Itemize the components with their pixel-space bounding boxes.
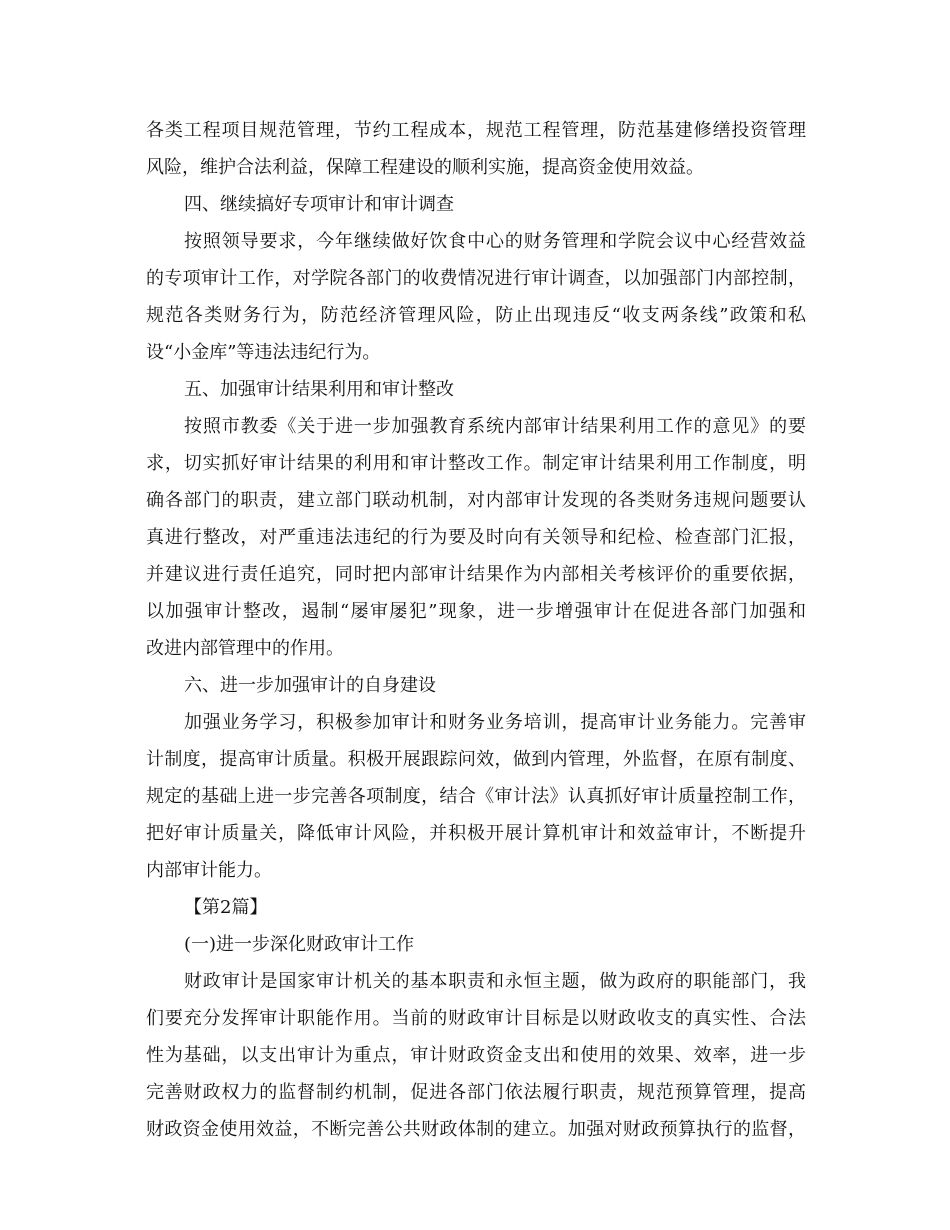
paragraph-line: 的专项审计工作，对学院各部门的收费情况进行审计调查，以加强部门内部控制，: [146, 268, 806, 289]
section-heading: (一)进一步深化财政审计工作: [184, 934, 415, 955]
paragraph-line: 各类工程项目规范管理，节约工程成本，规范工程管理，防范基建修缮投资管理: [146, 120, 806, 141]
section-heading: 四、继续搞好专项审计和审计调查: [184, 194, 454, 215]
paragraph-line: 财政资金使用效益，不断完善公共财政体制的建立。加强对财政预算执行的监督，: [146, 1119, 806, 1140]
paragraph-line: 风险，维护合法利益，保障工程建设的顺利实施，提高资金使用效益。: [146, 157, 704, 178]
paragraph-line: 内部审计能力。: [146, 860, 272, 881]
section-heading: 六、进一步加强审计的自身建设: [184, 675, 436, 696]
paragraph-line: 规范各类财务行为，防范经济管理风险，防止出现违反“收支两条线”政策和私: [146, 305, 806, 326]
paragraph-line: 并建议进行责任追究，同时把内部审计结果作为内部相关考核评价的重要依据，: [146, 564, 806, 585]
paragraph-line: 把好审计质量关，降低审计风险，并积极开展计算机审计和效益审计，不断提升: [146, 823, 806, 844]
article-marker: 【第2篇】: [184, 897, 268, 918]
paragraph-line: 完善财政权力的监督制约机制，促进各部门依法履行职责，规范预算管理，提高: [146, 1082, 806, 1103]
paragraph-line: 加强业务学习，积极参加审计和财务业务培训，提高审计业务能力。完善审: [184, 712, 806, 733]
document-body: [146, 112, 806, 1148]
paragraph-line: 性为基础，以支出审计为重点，审计财政资金支出和使用的效果、效率，进一步: [146, 1045, 806, 1066]
paragraph-line: 财政审计是国家审计机关的基本职责和永恒主题，做为政府的职能部门，我: [184, 971, 806, 992]
paragraph-line: 计制度，提高审计质量。积极开展跟踪问效，做到内管理，外监督，在原有制度、: [146, 749, 806, 770]
paragraph-line: 求，切实抓好审计结果的利用和审计整改工作。制定审计结果利用工作制度，明: [146, 453, 806, 474]
paragraph-line: 规定的基础上进一步完善各项制度，结合《审计法》认真抓好审计质量控制工作，: [146, 786, 806, 807]
paragraph-line: 确各部门的职责，建立部门联动机制，对内部审计发现的各类财务违规问题要认: [146, 490, 806, 511]
paragraph-line: 真进行整改，对严重违法违纪的行为要及时向有关领导和纪检、检查部门汇报，: [146, 527, 806, 548]
paragraph-line: 按照领导要求，今年继续做好饮食中心的财务管理和学院会议中心经营效益: [184, 231, 806, 252]
paragraph-line: 以加强审计整改，遏制“屡审屡犯”现象，进一步增强审计在促进各部门加强和: [146, 601, 806, 622]
paragraph-line: 设“小金库”等违法违纪行为。: [146, 342, 381, 363]
paragraph-line: 按照市教委《关于进一步加强教育系统内部审计结果利用工作的意见》的要: [184, 416, 806, 437]
section-heading: 五、加强审计结果利用和审计整改: [184, 379, 454, 400]
paragraph-line: 们要充分发挥审计职能作用。当前的财政审计目标是以财政收支的真实性、合法: [146, 1008, 806, 1029]
paragraph-line: 改进内部管理中的作用。: [146, 638, 344, 659]
